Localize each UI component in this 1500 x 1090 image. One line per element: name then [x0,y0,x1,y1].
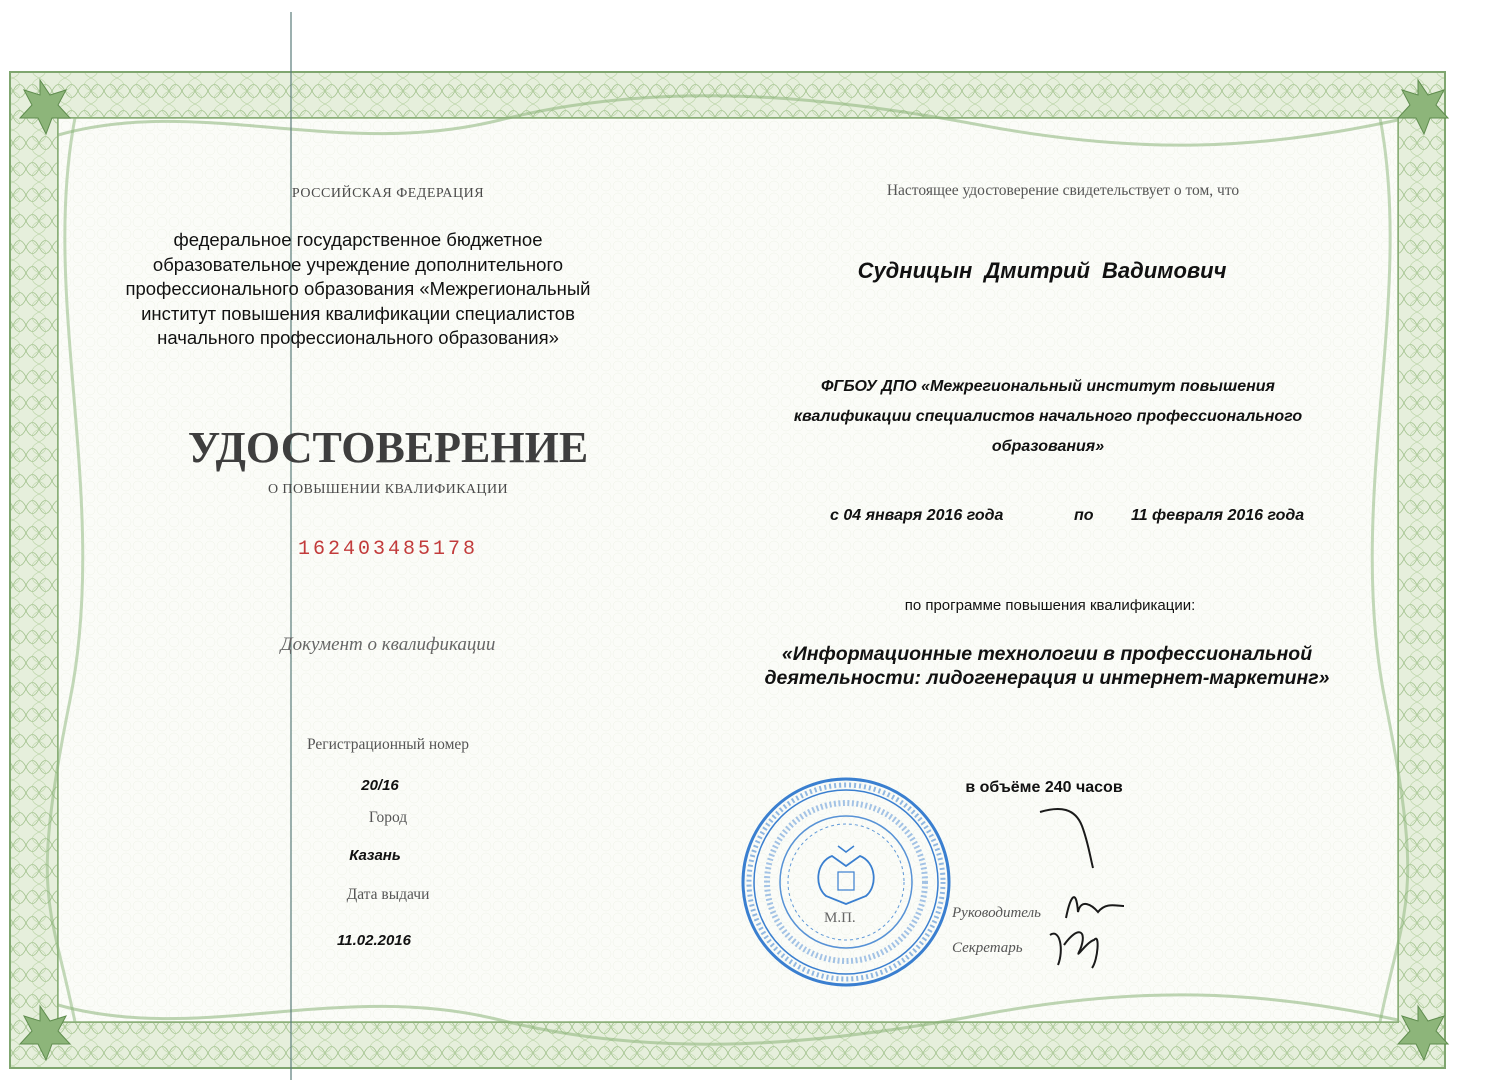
country-label: РОССИЙСКАЯ ФЕДЕРАЦИЯ [291,186,485,201]
period-to-word: по [1074,507,1094,524]
document-title: УДОСТОВЕРЕНИЕ [187,423,589,472]
serial-number: 162403485178 [297,538,479,561]
certifies-text: Настоящее удостоверение свидетельствует о том, что [886,182,1240,199]
program-label: по программе повышения квалификации: [904,597,1196,614]
document-kind: Документ о квалификации [280,634,496,655]
registration-label: Регистрационный номер [306,736,470,753]
city-label: Город [368,809,408,826]
period-to: 11 февраля 2016 года [1131,507,1305,524]
person-name: Судницын Дмитрий Вадимович [857,258,1227,283]
hours-value: в объёме 240 часов [965,779,1123,796]
document-subtitle: О ПОВЫШЕНИИ КВАЛИФИКАЦИИ [268,482,508,497]
head-label: Руководитель [952,905,1041,921]
period-from: с 04 января 2016 года [830,507,1004,524]
issue-date-label: Дата выдачи [346,886,430,903]
secretary-label: Секретарь [952,940,1023,956]
issue-date-value: 11.02.2016 [337,932,411,949]
organization-name: ФГБОУ ДПО «Межрегиональный институт повышения квалификации специалистов начального профессионального образования» [793,378,1303,455]
issuer-name: федеральное государственное бюджетное образовательное учреждение дополнительного профессионального образования «Межрегиональный институт повышения квалификации специалистов начального профессионального образования» [125,229,591,348]
stamp-mark: М.П. [824,910,856,926]
city-value: Казань [349,847,401,864]
registration-number: 20/16 [361,777,399,794]
program-name: «Информационные технологии в профессиональной деятельности: лидогенерация и интернет-маркетинг» [764,643,1330,689]
